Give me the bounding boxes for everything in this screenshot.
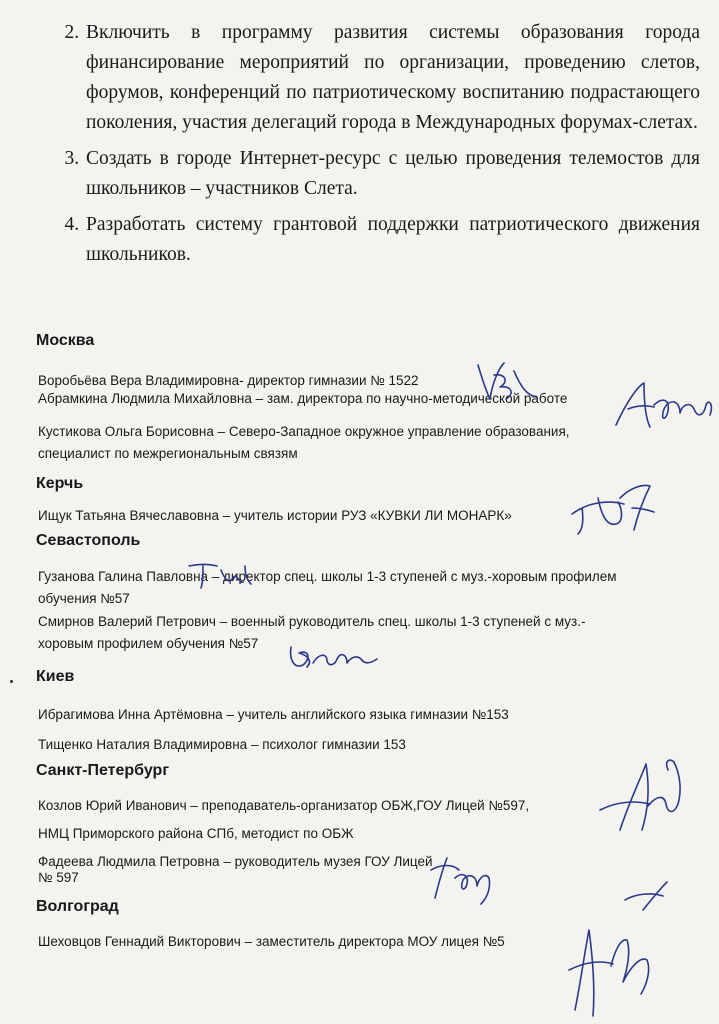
participant-line: Шеховцов Геннадий Викторович – заместитель директора МОУ лицея №5: [38, 934, 505, 949]
participant-line: обучения №57: [38, 591, 130, 606]
resolution-list: [52, 18, 700, 276]
city-heading-spb: Санкт-Петербург: [36, 762, 169, 779]
city-heading-kerch: Керчь: [36, 475, 84, 492]
city-heading-volgograd: Волгоград: [36, 898, 119, 915]
participant-line: Кустикова Ольга Борисовна – Северо-Западное окружное управление образования,: [38, 424, 570, 439]
participant-line: Козлов Юрий Иванович – преподаватель-организатор ОБЖ,ГОУ Лицей №597,: [38, 798, 530, 813]
signature-ishchuk: [568, 478, 658, 538]
signature-guzanova: [185, 560, 255, 590]
participant-line: Смирнов Валерий Петрович – военный руководитель спец. школы 1-3 ступеней с муз.-: [38, 614, 586, 629]
signature-kozlov: [590, 750, 690, 845]
participant-line: Абрамкина Людмила Михайловна – зам. директора по научно-методической работе: [38, 391, 568, 406]
participant-line: Ибрагимова Инна Артёмовна – учитель английского языка гимназии №153: [38, 707, 509, 722]
list-item: 4. Разработать систему грантовой поддержки патриотического движения школьников.: [84, 210, 700, 270]
ink-speck: [10, 680, 13, 683]
participant-line: специалист по межрегиональным связям: [38, 446, 298, 461]
participant-line: Фадеева Людмила Петровна – руководитель музея ГОУ Лицей: [38, 854, 433, 869]
city-heading-kiev: Киев: [36, 668, 75, 685]
signature-abramkina: [610, 375, 718, 435]
signature-smirnov: [285, 637, 385, 672]
city-heading-sevastopol: Севастополь: [36, 532, 141, 549]
participant-line: хоровым профилем обучения №57: [38, 636, 259, 651]
list-item: 3. Создать в городе Интернет-ресурс с целью проведения телемостов для школьников – участников Слета.: [84, 144, 700, 204]
city-heading-moscow: Москва: [36, 332, 95, 349]
signature-vorobyova: [470, 355, 540, 405]
participant-line: Гузанова Галина Павловна – директор спец. школы 1-3 ступеней с муз.-хоровым профилем: [38, 569, 617, 584]
signature-fadeeva: [425, 848, 495, 908]
signature-shekhovtsov: [555, 870, 675, 1020]
participant-line: Тищенко Наталия Владимировна – психолог гимназии 153: [38, 737, 406, 752]
list-item: 2. Включить в программу развития системы образования города финансирование мероприятий по организации, проведению слетов, форумов, конференций по патриотическому воспитанию подрастающего поколения, участия делегаций города в Международных форумах-слетах.: [84, 18, 700, 138]
participant-line: Воробьёва Вера Владимировна- директор гимназии № 1522: [38, 373, 419, 388]
participant-line: Ищук Татьяна Вячеславовна – учитель истории РУЗ «КУВКИ ЛИ МОНАРК»: [38, 508, 512, 523]
participant-line: НМЦ Приморского района СПб, методист по ОБЖ: [38, 826, 354, 841]
participant-line: № 597: [38, 870, 79, 885]
